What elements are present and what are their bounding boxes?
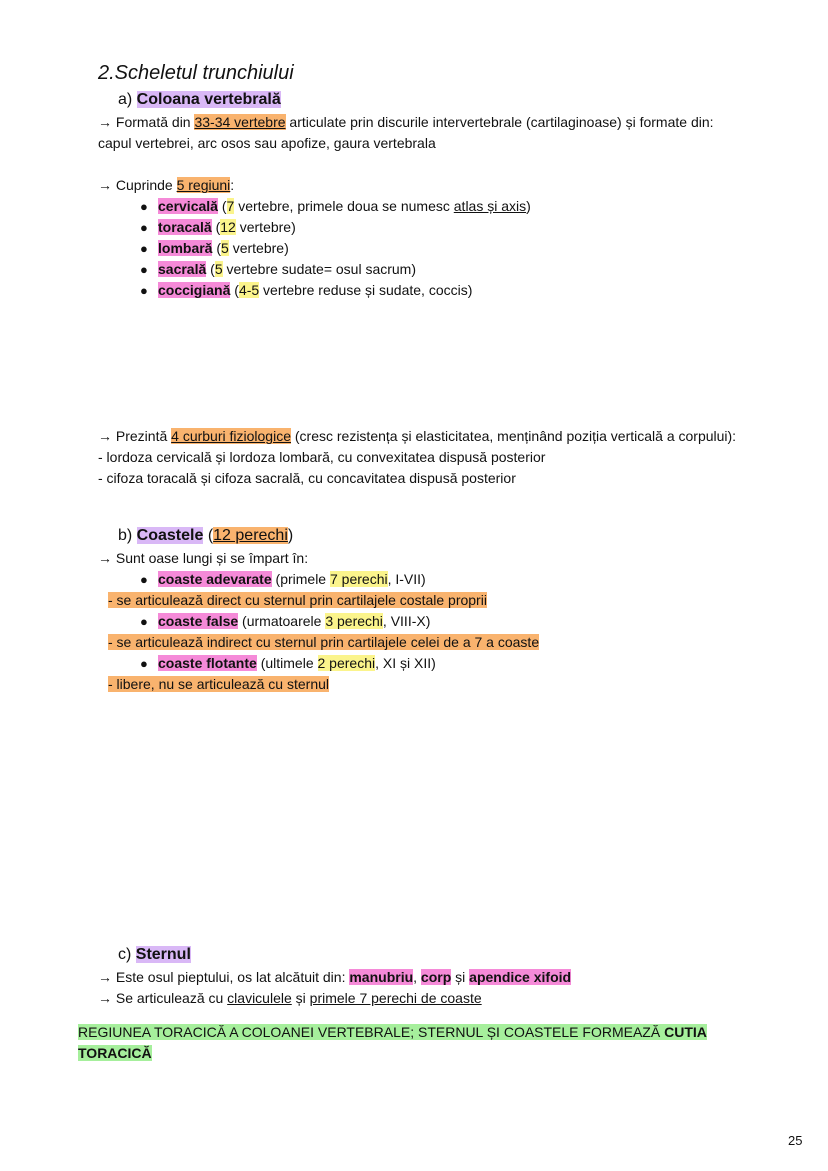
text: vertebre)	[228, 240, 289, 256]
bullet-icon: ●	[140, 241, 148, 256]
region-count: 5	[221, 240, 229, 256]
summary-text: REGIUNEA TORACICĂ A COLOANEI VERTEBRALE; STERNUL ȘI COASTELE FORMEAZĂ	[78, 1024, 665, 1040]
section-a-line2: capul vertebrei, arc osos sau apofize, gaura vertebrala	[98, 135, 436, 151]
highlight-regiuni: 5 regiuni	[176, 177, 231, 193]
bullet-icon: ●	[140, 614, 148, 629]
text: , VIII-X)	[382, 613, 431, 629]
bullet-icon: ●	[140, 283, 148, 298]
text: (urmatoarele	[238, 613, 326, 629]
text: ,	[413, 969, 421, 985]
summary-line2	[78, 1043, 152, 1063]
rib-note	[108, 632, 539, 652]
section-b-intro: → Sunt oase lungi și se împart în:	[98, 550, 309, 566]
curve-item-2: - cifoza toracală și cifoza sacrală, cu concavitatea dispusă posterior	[98, 470, 516, 486]
text: :	[230, 177, 235, 193]
text: , XI și XII)	[375, 655, 436, 671]
bullet-icon: ●	[140, 220, 148, 235]
text: → Se articulează cu	[98, 990, 228, 1006]
text: , I-VII)	[387, 571, 426, 587]
rib-note	[108, 674, 329, 694]
text: → Cuprinde	[98, 177, 177, 193]
region-count: 4-5	[238, 282, 260, 298]
text: (	[230, 282, 239, 298]
rib-count: 2 perechi	[317, 655, 376, 671]
rib-note-text: - se articulează indirect cu sternul prin cartilajele celei de a 7 a coaste	[108, 634, 540, 650]
bullet-icon: ●	[140, 199, 148, 214]
section-a-line1	[98, 112, 714, 132]
text: (primele	[271, 571, 330, 587]
text: (cresc rezistența și elasticitatea, menținând poziția verticală a corpului):	[290, 428, 737, 444]
section-c-line2	[98, 988, 482, 1008]
bullet-icon: ●	[140, 572, 148, 587]
list-item	[140, 238, 289, 259]
text: (	[203, 527, 214, 544]
regions-intro	[98, 175, 234, 195]
highlight-curburi: 4 curburi fiziologice	[171, 428, 291, 444]
text: articulate prin discurile intervertebrale (cartilaginoase) și formate din:	[285, 114, 714, 130]
coaste-link: primele 7 perechi de coaste	[309, 990, 482, 1006]
list-item	[140, 569, 426, 590]
section-a-heading	[118, 90, 281, 110]
region-count: 7	[226, 198, 235, 214]
region-count: 12	[220, 219, 236, 235]
text: )	[287, 527, 294, 544]
list-item	[140, 196, 531, 217]
section-a-prefix: a)	[118, 91, 137, 108]
summary-bold: TORACICĂ	[78, 1045, 152, 1061]
claviculele-link: claviculele	[227, 990, 292, 1006]
region-name: toracală	[158, 219, 212, 235]
summary-bold: CUTIA	[664, 1024, 707, 1040]
section-b-title: Coastele	[136, 527, 204, 544]
text: și	[451, 969, 470, 985]
region-name: cervicală	[158, 198, 218, 214]
text: (	[212, 240, 222, 256]
text: vertebre)	[235, 219, 296, 235]
rib-note-text: - libere, nu se articulează cu sternul	[108, 676, 329, 692]
list-item	[140, 653, 436, 674]
highlight-perechi: 12 perechi	[213, 527, 288, 544]
rib-note-text: - se articulează direct cu sternul prin cartilajele costale proprii	[108, 592, 487, 608]
region-name: coccigiană	[158, 282, 231, 298]
region-count: 5	[214, 261, 223, 277]
text: → Prezintă	[98, 428, 172, 444]
rib-type: coaste flotante	[158, 655, 257, 671]
summary-line1	[78, 1022, 707, 1042]
text: (	[206, 261, 215, 277]
region-name: lombară	[158, 240, 213, 256]
list-item	[140, 259, 416, 280]
text: (	[217, 198, 227, 214]
list-item	[140, 611, 430, 632]
section-c-title: Sternul	[135, 946, 191, 963]
page-title: 2.Scheletul trunchiului	[98, 62, 294, 84]
text: și	[291, 990, 310, 1006]
list-item	[140, 280, 472, 301]
rib-type: coaste false	[158, 613, 239, 629]
text: → Formată din	[98, 114, 195, 130]
section-c-heading	[118, 945, 191, 965]
section-b-prefix: b)	[118, 527, 137, 544]
sternum-part: manubriu	[349, 969, 414, 985]
section-c-prefix: c)	[118, 946, 136, 963]
text: → Este osul pieptului, os lat alcătuit din:	[98, 969, 350, 985]
text: vertebre, primele doua se numesc	[234, 198, 454, 214]
list-item	[140, 217, 296, 238]
text: vertebre sudate= osul sacrum)	[222, 261, 417, 277]
curve-item-1: - lordoza cervicală și lordoza lombară, cu convexitatea dispusă posterior	[98, 449, 546, 465]
bullet-icon: ●	[140, 656, 148, 671]
section-b-heading	[118, 526, 293, 546]
page-number: 25	[788, 1133, 803, 1148]
highlight-vertebre: 33-34 vertebre	[194, 114, 286, 130]
text: (	[211, 219, 221, 235]
section-a-title: Coloana vertebrală	[136, 91, 281, 108]
sternum-part: corp	[420, 969, 452, 985]
curves-intro	[98, 426, 736, 446]
rib-count: 7 perechi	[330, 571, 388, 587]
atlas-axis-link: atlas și axis	[453, 198, 527, 214]
rib-note	[108, 590, 487, 610]
text: vertebre reduse și sudate, coccis)	[259, 282, 473, 298]
text: )	[526, 198, 531, 214]
sternum-part: apendice xifoid	[469, 969, 572, 985]
bullet-icon: ●	[140, 262, 148, 277]
region-name: sacrală	[158, 261, 207, 277]
rib-count: 3 perechi	[325, 613, 383, 629]
section-c-line1	[98, 967, 571, 987]
rib-type: coaste adevarate	[158, 571, 272, 587]
text: (ultimele	[256, 655, 318, 671]
